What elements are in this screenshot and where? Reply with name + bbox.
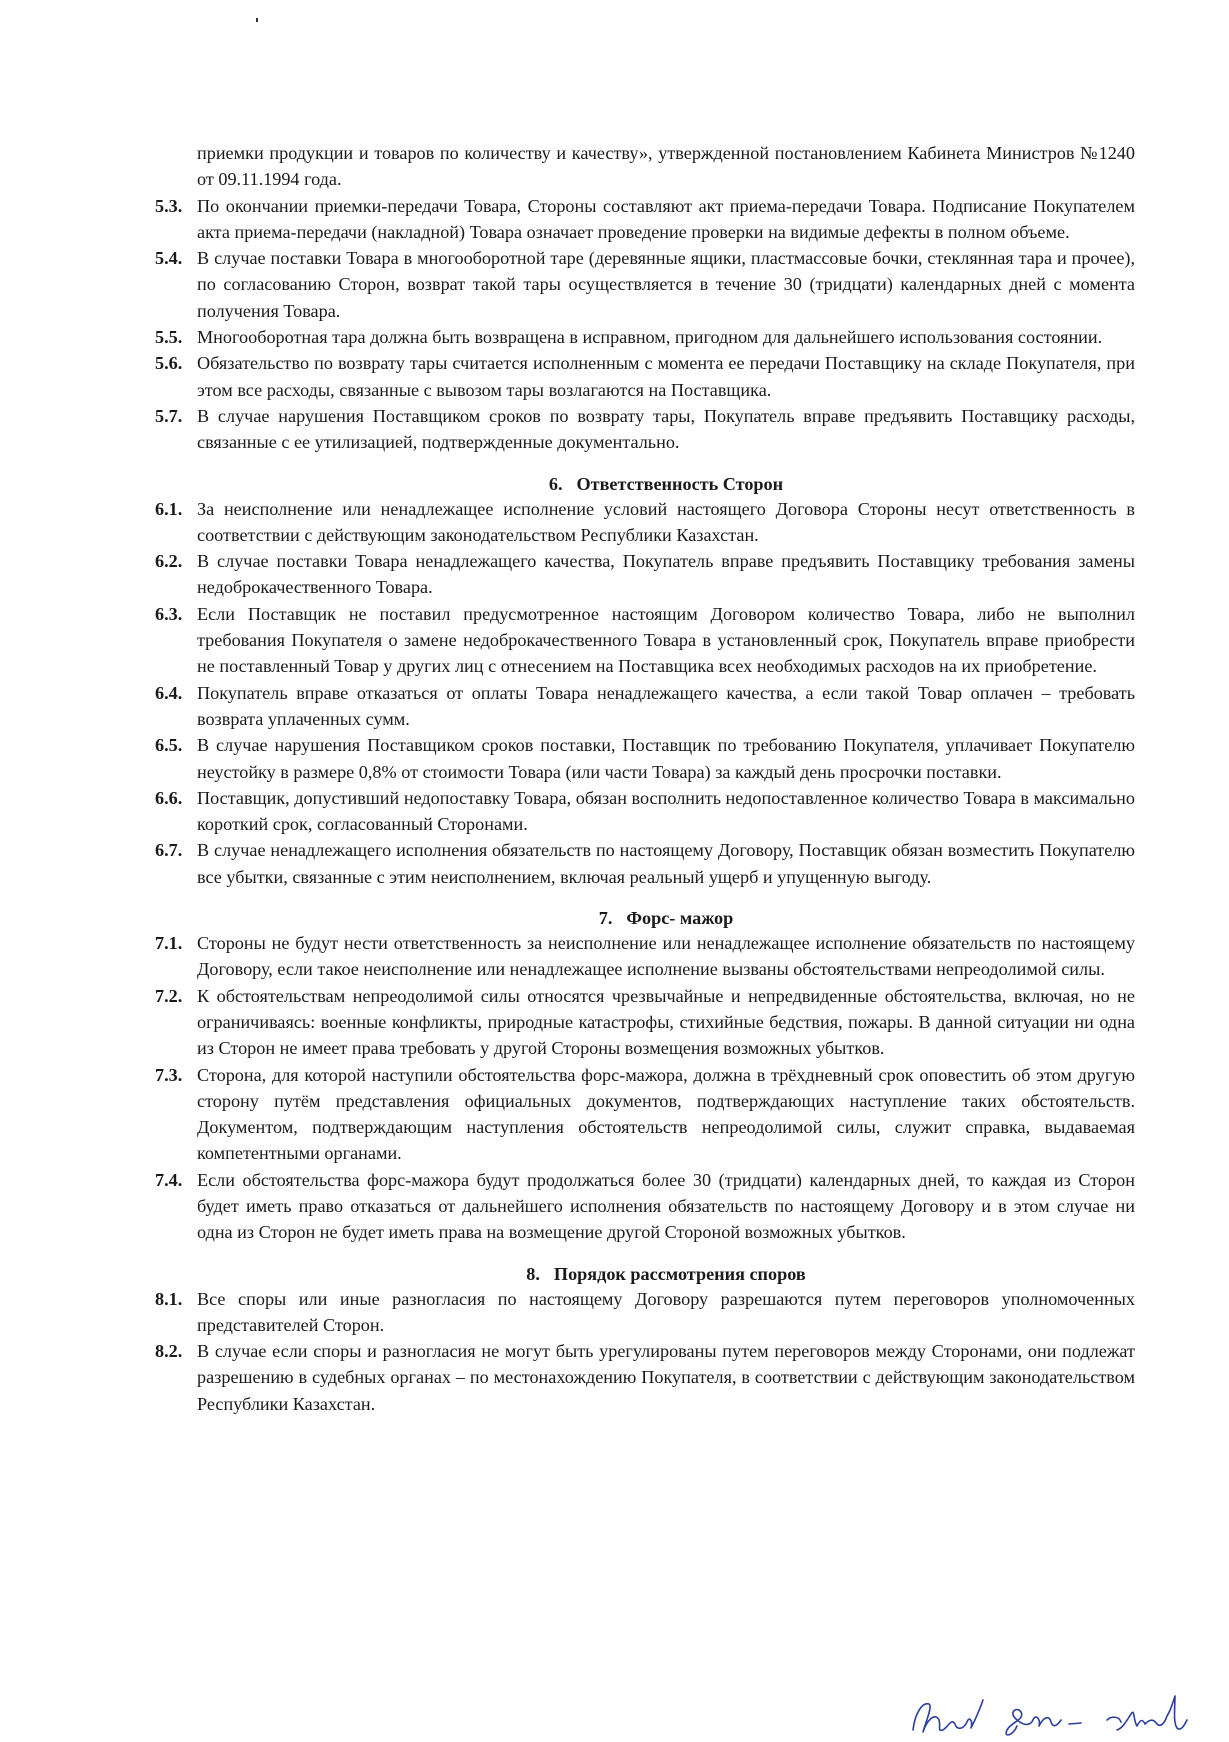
section-title: Порядок рассмотрения споров <box>553 1263 806 1284</box>
clause-6-4 <box>155 680 1135 733</box>
clause-8-2 <box>155 1338 1135 1417</box>
clause-5-3 <box>155 193 1135 246</box>
clause-text: Сторона, для которой наступили обстоятельства форс-мажора, должна в трёхдневный срок оповестить об этом другую сторону путём представления официальных документов, подтверждающих наступление таких обстоятельств. Документом, подтверждающим наступления обстоятельств непреодолимой силы, служит справка, выдаваемая компетентными органами. <box>197 1064 1135 1164</box>
section-title: Ответственность Сторон <box>576 473 784 494</box>
clause-text: Обязательство по возврату тары считается исполненным с момента ее передачи Поставщику на складе Покупателя, при этом все расходы, связанные с вывозом тары возлагаются на Поставщика. <box>197 353 1135 400</box>
clause-number: 6.7. <box>155 840 183 861</box>
section-6-list <box>155 496 1135 890</box>
clause-number: 7.1. <box>155 933 183 954</box>
clause-text: Многооборотная тара должна быть возвращена в исправном, пригодном для дальнейшего использования состоянии. <box>197 327 1103 348</box>
section-number: 7. <box>598 908 613 929</box>
clause-number: 6.3. <box>155 603 183 624</box>
clause-number: 5.7. <box>155 405 183 426</box>
clause-number: 8.2. <box>155 1341 183 1362</box>
clause-text: Если Поставщик не поставил предусмотренное настоящим Договором количество Товара, либо не выполнил требования Покупателя о замене недоброкачественного Товара в установленный срок, Покупатель вправе приобрести не поставленный Товар у других лиц с отнесением на Поставщика всех необходимых расходов на их приобретение. <box>197 603 1135 677</box>
section-7-list <box>155 930 1135 1246</box>
clause-6-6 <box>155 785 1135 838</box>
section-title: Форс- мажор <box>626 908 734 929</box>
scan-speck <box>256 18 258 22</box>
clause-number: 6.5. <box>155 735 183 756</box>
clause-number: 7.4. <box>155 1169 183 1190</box>
clause-7-4 <box>155 1167 1135 1246</box>
clause-number: 5.4. <box>155 248 183 269</box>
clause-number: 6.1. <box>155 498 183 519</box>
clause-number: 5.3. <box>155 195 183 216</box>
clause-5-7 <box>155 403 1135 456</box>
intro-paragraph: приемки продукции и товаров по количеству и качеству», утвержденной постановлением Кабинета Министров №1240 от 09.11.1994 года. <box>197 143 1135 190</box>
clause-6-7 <box>155 837 1135 890</box>
clause-number: 7.3. <box>155 1064 183 1085</box>
clause-5-6 <box>155 350 1135 403</box>
clause-text: В случае ненадлежащего исполнения обязательств по настоящему Договору, Поставщик обязан возместить Покупателю все убытки, связанные с этим неисполнением, включая реальный ущерб и упущенную выгоду. <box>197 840 1135 887</box>
section-8-list <box>155 1286 1135 1417</box>
clause-text: В случае нарушения Поставщиком сроков по возврату тары, Покупатель вправе предъявить Поставщику расходы, связанные с ее утилизацией, подтвержденные документально. <box>197 405 1135 453</box>
clause-number: 8.1. <box>155 1288 183 1309</box>
signature-3-loop <box>1107 1717 1121 1722</box>
section-8-heading <box>197 1262 1135 1286</box>
clause-6-1 <box>155 496 1135 549</box>
clause-7-1 <box>155 930 1135 983</box>
clause-text: В случае поставки Товара в многооборотной таре (деревянные ящики, пластмассовые бочки, стеклянная тара и прочее), по согласованию Сторон, возврат такой тары осуществляется в течение 30 (тридцати) календарных дней с момента получения Товара. <box>197 248 1135 321</box>
clause-text: Покупатель вправе отказаться от оплаты Товара ненадлежащего качества, а если такой Товар оплачен – требовать возврата уплаченных сумм. <box>197 682 1135 729</box>
clause-text: Стороны не будут нести ответственность за неисполнение или ненадлежащее исполнение обязательств по настоящему Договору, если такое неисполнение или ненадлежащее исполнение вызваны обстоятельствами непреодолимой силы. <box>197 933 1135 980</box>
clause-text: Если обстоятельства форс-мажора будут продолжаться более 30 (тридцати) календарных дней, то каждая из Сторон будет иметь право отказаться от дальнейшего исполнения обязательств по настоящему Договору и в этом случае ни одна из Сторон не будет иметь права на возмещение другой Стороной возможных убытков. <box>197 1169 1135 1243</box>
clause-text: По окончании приемки-передачи Товара, Стороны составляют акт приема-передачи Товара. Подписание Покупателем акта приема-передачи (накладной) Товара означает проведение проверки на видимые дефекты в полном объеме. <box>197 195 1135 242</box>
clause-number: 6.2. <box>155 551 183 572</box>
clause-6-2 <box>155 548 1135 601</box>
section-7-heading <box>197 906 1135 930</box>
clause-number: 7.2. <box>155 985 183 1006</box>
signature-2-tail <box>1069 1723 1081 1724</box>
clause-text: К обстоятельствам непреодолимой силы относятся чрезвычайные и непредвиденные обстоятельства, включая, но не ограничиваясь: военные конфликты, природные катастрофы, стихийные бедствия, пожары. В данной ситуации ни одна из Сторон не имеет права требовать у другой Стороны возмещения возможных убытков. <box>197 985 1135 1059</box>
section-6-heading <box>197 472 1135 496</box>
clause-text: Все споры или иные разногласия по настоящему Договору разрешаются путем переговоров уполномоченных представителей Сторон. <box>197 1288 1135 1335</box>
clause-5-4 <box>155 245 1135 324</box>
signature-1 <box>913 1700 983 1732</box>
clause-8-1 <box>155 1286 1135 1339</box>
clause-text: Поставщик, допустивший недопоставку Товара, обязан восполнить недопоставленное количество Товара в максимально короткий срок, согласованный Сторонами. <box>197 787 1135 835</box>
clause-text: В случае нарушения Поставщиком сроков поставки, Поставщик по требованию Покупателя, уплачивает Покупателю неустойку в размере 0,8% от стоимости Товара (или части Товара) за каждый день просрочки поставки. <box>197 735 1135 782</box>
signature-2 <box>1006 1710 1061 1735</box>
clause-text: В случае поставки Товара ненадлежащего качества, Покупатель вправе предъявить Поставщику требования замены недоброкачественного Товара. <box>197 551 1135 598</box>
clause-5-5 <box>155 324 1135 350</box>
signature-3 <box>1117 1696 1187 1730</box>
clause-6-5 <box>155 732 1135 785</box>
clause-number: 5.5. <box>155 327 183 348</box>
section-5-list <box>155 193 1135 456</box>
clause-7-2 <box>155 983 1135 1062</box>
clause-6-3 <box>155 601 1135 680</box>
clause-text: За неисполнение или ненадлежащее исполнение условий настоящего Договора Стороны несут ответственность в соответствии с действующим законодательством Республики Казахстан. <box>197 498 1135 545</box>
clause-number: 6.6. <box>155 787 183 808</box>
clause-7-3 <box>155 1062 1135 1167</box>
clause-number: 5.6. <box>155 353 183 374</box>
contract-text <box>155 140 1135 1417</box>
handwritten-signatures <box>905 1690 1225 1742</box>
section-number: 8. <box>526 1263 540 1284</box>
clause-number: 6.4. <box>155 682 183 703</box>
section-number: 6. <box>548 473 563 494</box>
clause-text: В случае если споры и разногласия не могут быть урегулированы путем переговоров между Сторонами, они подлежат разрешению в судебных органах – по местонахождению Покупателя, в соответствии с действующим законодательством Республики Казахстан. <box>197 1341 1135 1414</box>
